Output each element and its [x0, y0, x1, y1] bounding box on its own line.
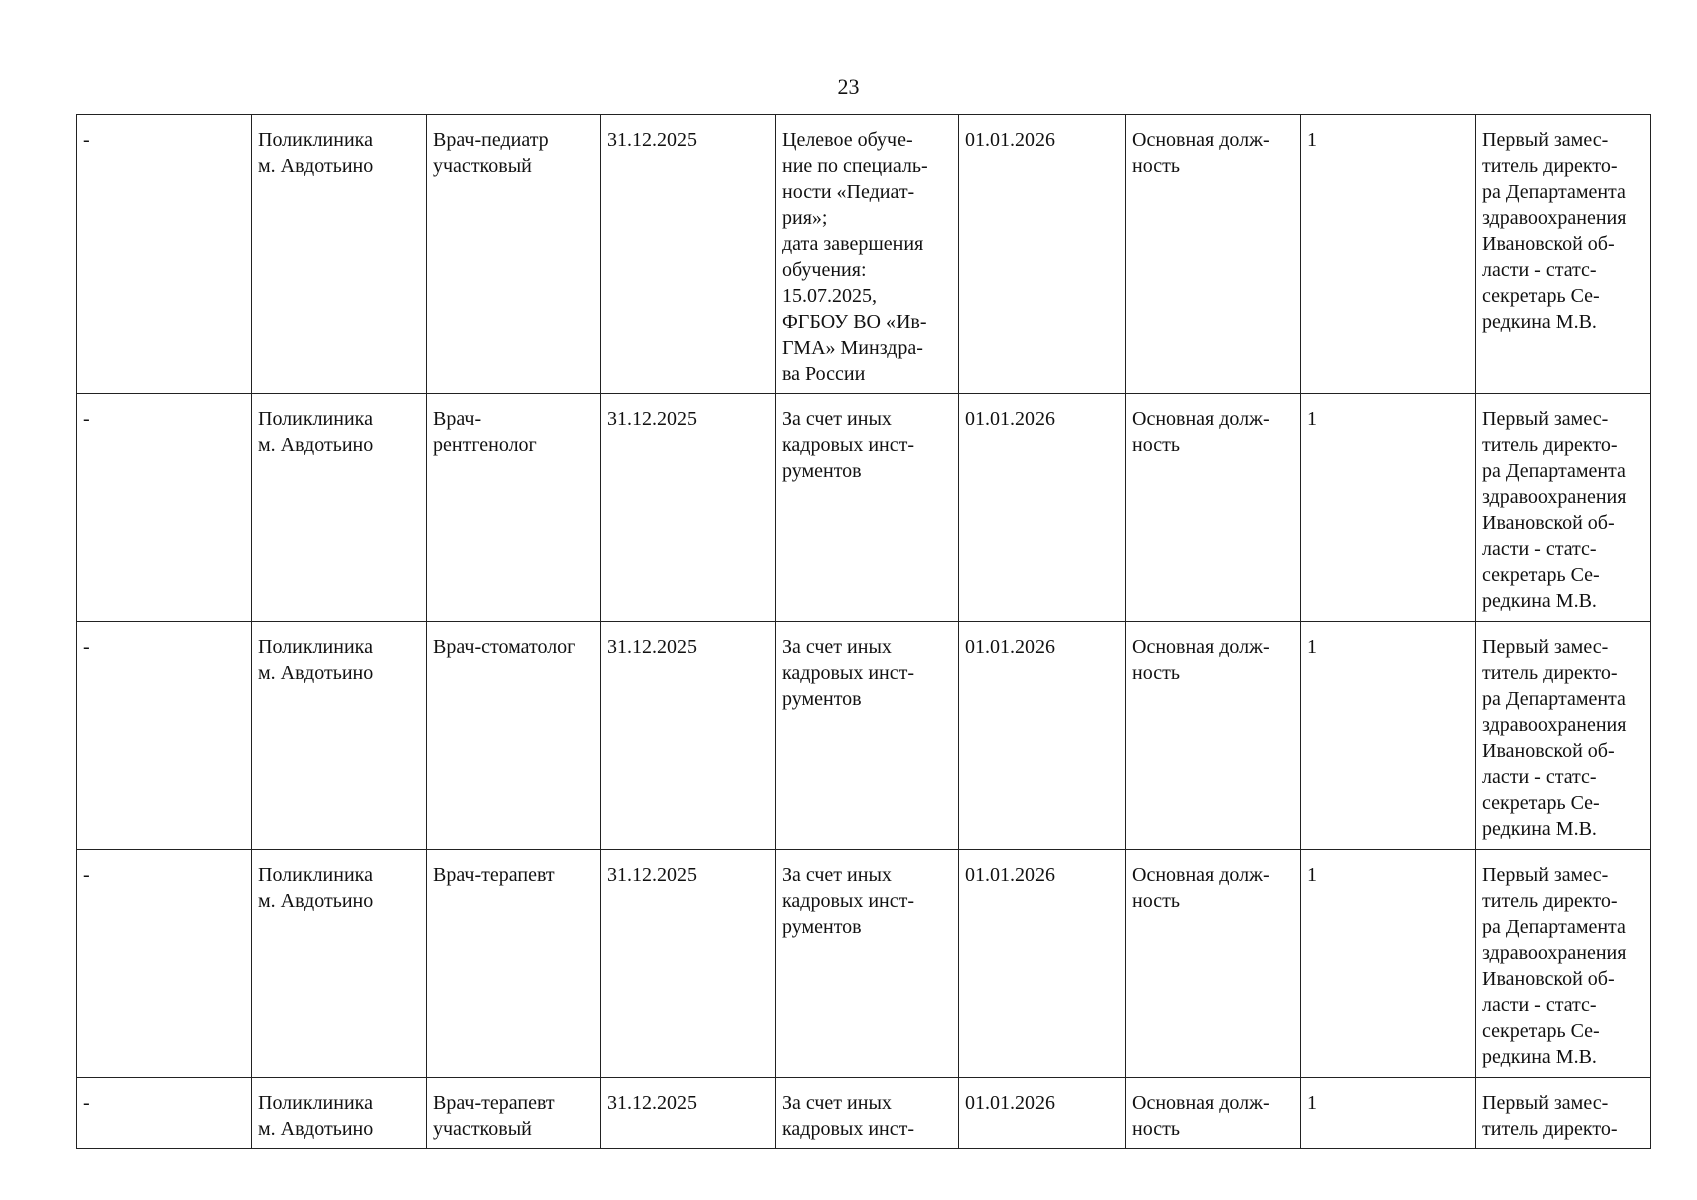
table-row — [77, 850, 1651, 1078]
cell-responsible: Первый замес- титель директо- ра Департамента здравоохранения Ивановской об- ласти - статс- секретарь Се- редкина М.В. — [1476, 394, 1651, 622]
cell-mark: - — [77, 394, 252, 622]
table-row — [77, 1078, 1651, 1149]
cell-post-type: Основная долж- ность — [1126, 394, 1301, 622]
cell-start-date: 01.01.2026 — [959, 1078, 1126, 1149]
cell-post-type: Основная долж- ность — [1126, 622, 1301, 850]
cell-date: 31.12.2025 — [601, 622, 776, 850]
cell-post-type: Основная долж- ность — [1126, 850, 1301, 1078]
cell-start-date: 01.01.2026 — [959, 394, 1126, 622]
cell-division: Поликлиника м. Авдотьино — [252, 850, 427, 1078]
cell-source: Целевое обуче- ние по специаль- ности «Педиат- рия»; дата завершения обучения: 15.07.2025, ФГБОУ ВО «Ив- ГМА» Минздра- ва России — [776, 115, 959, 394]
table-row — [77, 115, 1651, 394]
cell-source: За счет иных кадровых инст- рументов — [776, 850, 959, 1078]
cell-date: 31.12.2025 — [601, 850, 776, 1078]
table-row — [77, 394, 1651, 622]
cell-responsible: Первый замес- титель директо- ра Департамента здравоохранения Ивановской об- ласти - статс- секретарь Се- редкина М.В. — [1476, 115, 1651, 394]
cell-start-date: 01.01.2026 — [959, 850, 1126, 1078]
cell-count: 1 — [1301, 394, 1476, 622]
cell-responsible: Первый замес- титель директо- — [1476, 1078, 1651, 1149]
cell-date: 31.12.2025 — [601, 394, 776, 622]
cell-mark: - — [77, 1078, 252, 1149]
cell-mark: - — [77, 850, 252, 1078]
cell-date: 31.12.2025 — [601, 1078, 776, 1149]
cell-position: Врач-терапевт — [427, 850, 601, 1078]
cell-responsible: Первый замес- титель директо- ра Департамента здравоохранения Ивановской об- ласти - статс- секретарь Се- редкина М.В. — [1476, 850, 1651, 1078]
table-row — [77, 622, 1651, 850]
cell-count: 1 — [1301, 622, 1476, 850]
cell-start-date: 01.01.2026 — [959, 115, 1126, 394]
cell-source: За счет иных кадровых инст- рументов — [776, 622, 959, 850]
cell-division: Поликлиника м. Авдотьино — [252, 622, 427, 850]
cell-post-type: Основная долж- ность — [1126, 115, 1301, 394]
cell-post-type: Основная долж- ность — [1126, 1078, 1301, 1149]
page-number: 23 — [837, 74, 860, 99]
cell-position: Врач- рентгенолог — [427, 394, 601, 622]
cell-responsible: Первый замес- титель директо- ра Департамента здравоохранения Ивановской об- ласти - статс- секретарь Се- редкина М.В. — [1476, 622, 1651, 850]
staffing-table — [76, 114, 1651, 1149]
cell-division: Поликлиника м. Авдотьино — [252, 394, 427, 622]
cell-division: Поликлиника м. Авдотьино — [252, 1078, 427, 1149]
cell-date: 31.12.2025 — [601, 115, 776, 394]
cell-position: Врач-стоматолог — [427, 622, 601, 850]
cell-division: Поликлиника м. Авдотьино — [252, 115, 427, 394]
cell-count: 1 — [1301, 1078, 1476, 1149]
cell-count: 1 — [1301, 115, 1476, 394]
cell-position: Врач-педиатр участковый — [427, 115, 601, 394]
cell-count: 1 — [1301, 850, 1476, 1078]
cell-position: Врач-терапевт участковый — [427, 1078, 601, 1149]
cell-source: За счет иных кадровых инст- — [776, 1078, 959, 1149]
cell-mark: - — [77, 115, 252, 394]
cell-mark: - — [77, 622, 252, 850]
cell-source: За счет иных кадровых инст- рументов — [776, 394, 959, 622]
cell-start-date: 01.01.2026 — [959, 622, 1126, 850]
